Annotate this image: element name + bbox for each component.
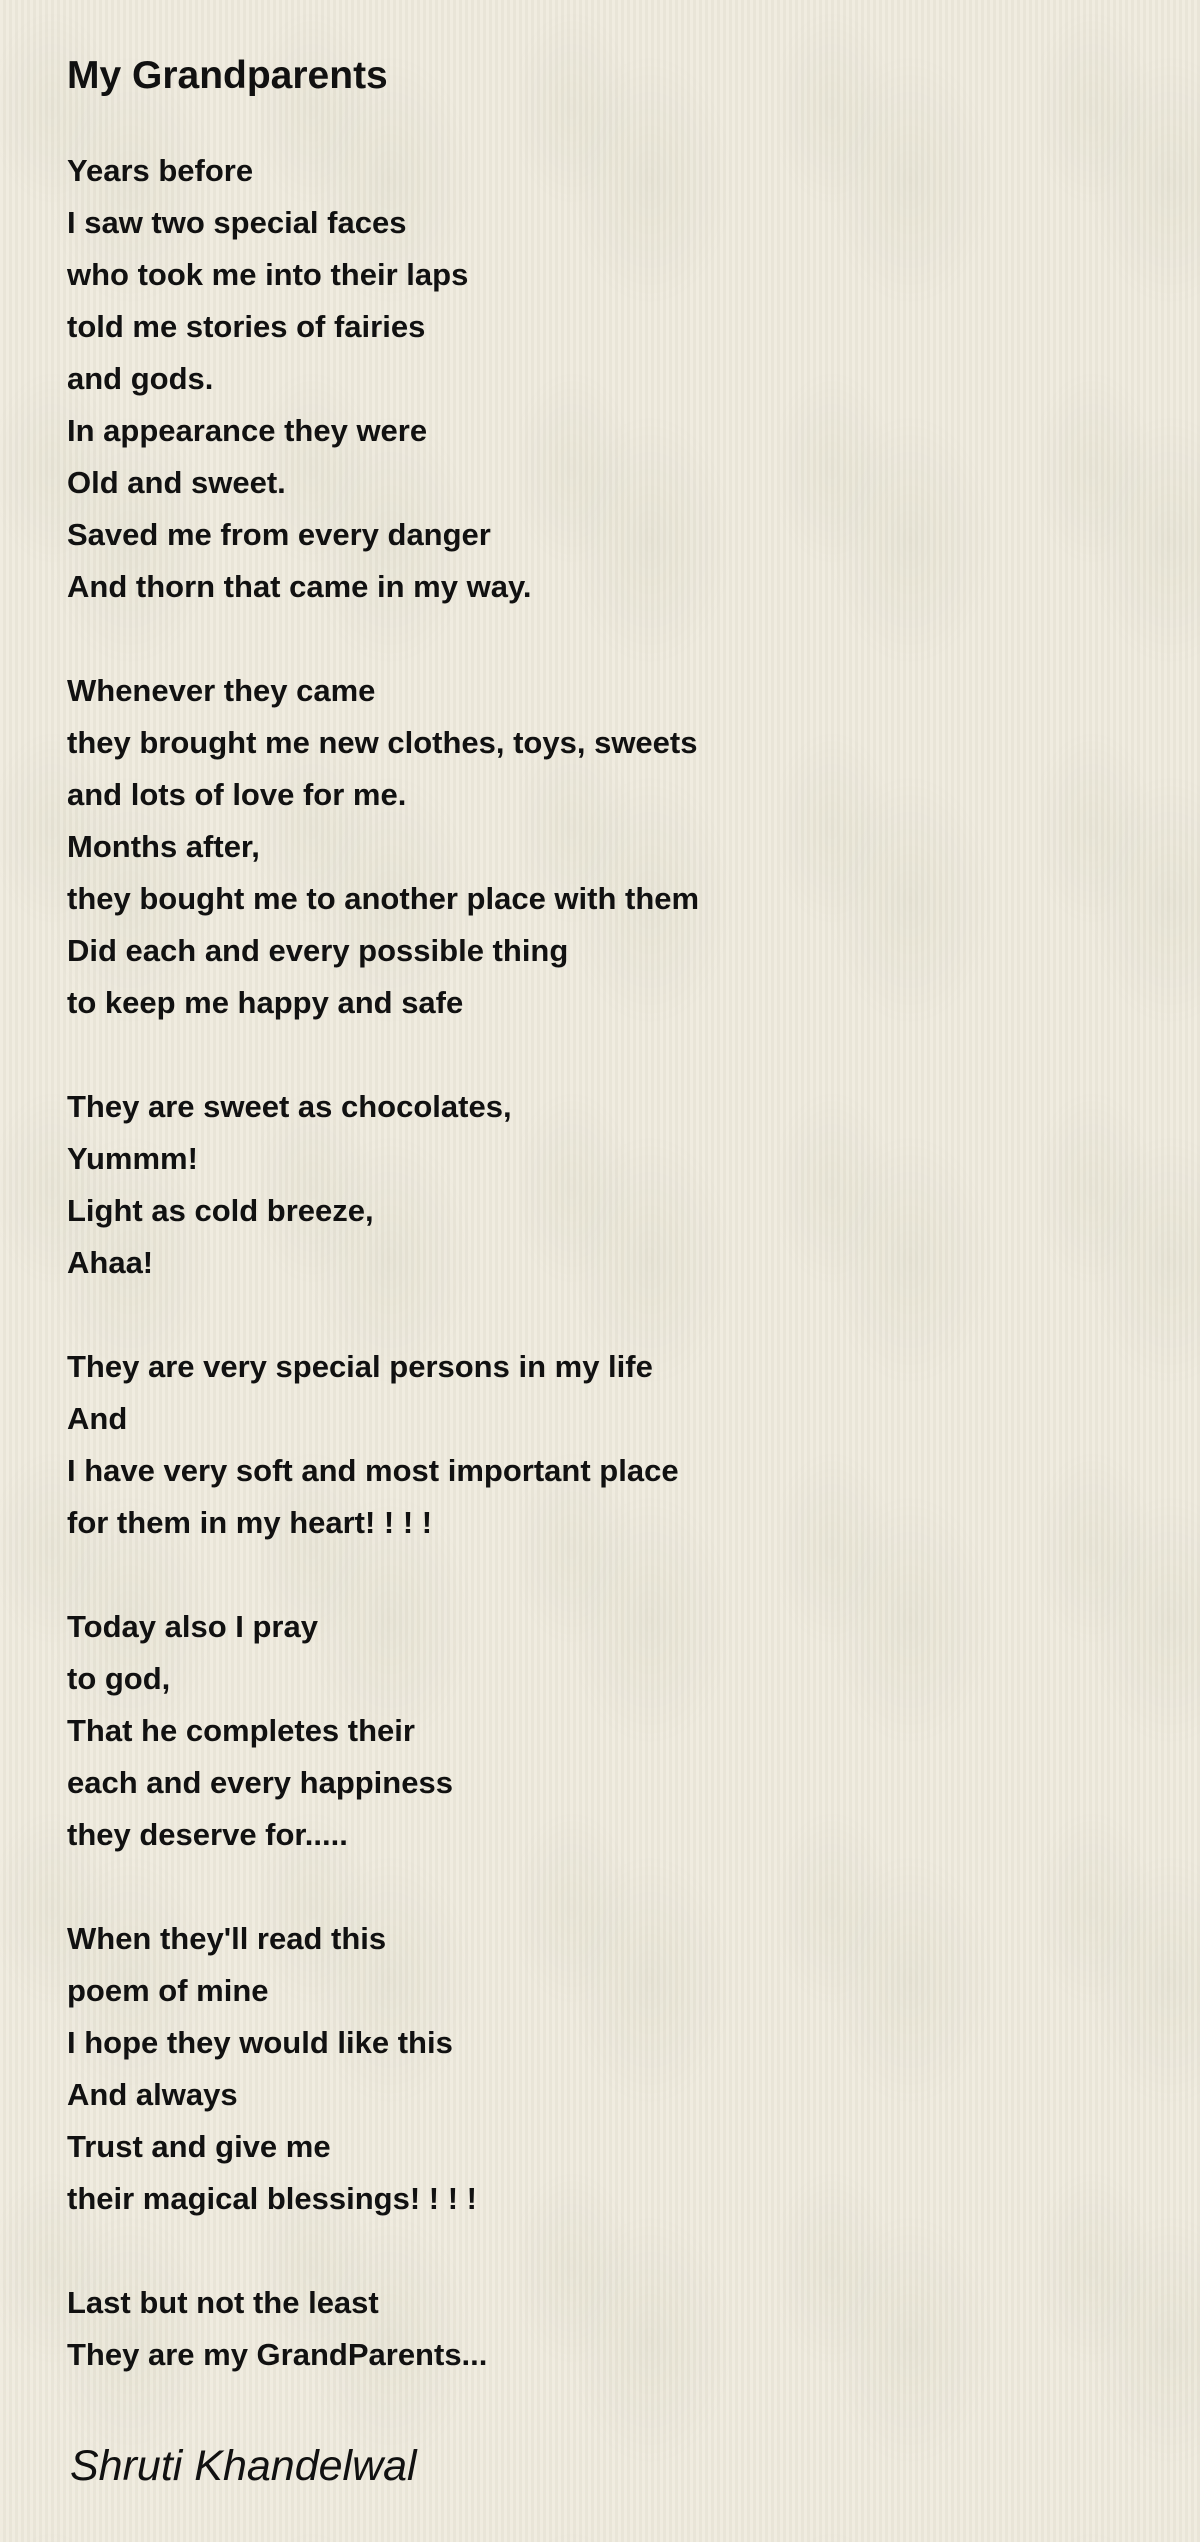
poem-line: to god, (67, 1661, 171, 1696)
poem-container (67, 52, 1127, 2433)
poem-line: I hope they would like this (67, 2025, 453, 2060)
poem-line: Light as cold breeze, (67, 1193, 374, 1228)
poem-line: And always (67, 2077, 238, 2112)
poem-line: Last but not the least (67, 2285, 379, 2320)
poem-line: I saw two special faces (67, 205, 407, 240)
stanza (67, 2277, 1127, 2381)
poem-author: Shruti Khandelwal (70, 2442, 417, 2490)
stanza (67, 145, 1127, 613)
poem-line: Years before (67, 153, 254, 188)
poem-line: told me stories of fairies (67, 309, 426, 344)
poem-line: their magical blessings! ! ! ! (67, 2181, 477, 2216)
poem-line: Months after, (67, 829, 260, 864)
poem-line: When they'll read this (67, 1921, 387, 1956)
stanza (67, 1341, 1127, 1549)
poem-line: poem of mine (67, 1973, 269, 2008)
poem-line: They are my GrandParents... (67, 2337, 488, 2372)
poem-line: Yummm! (67, 1141, 198, 1176)
poem-line: Whenever they came (67, 673, 376, 708)
poem-line: They are very special persons in my life (67, 1349, 653, 1384)
poem-line: In appearance they were (67, 413, 428, 448)
poem-line: And thorn that came in my way. (67, 569, 532, 604)
stanza (67, 1601, 1127, 1861)
poem-line: Old and sweet. (67, 465, 286, 500)
poem-line: and lots of love for me. (67, 777, 407, 812)
poem-body (67, 145, 1127, 2381)
poem-line: Today also I pray (67, 1609, 318, 1644)
poem-line: they brought me new clothes, toys, sweets (67, 725, 698, 760)
poem-line: That he completes their (67, 1713, 415, 1748)
poem-line: I have very soft and most important place (67, 1453, 679, 1488)
poem-line: Ahaa! (67, 1245, 154, 1280)
poem-line: Trust and give me (67, 2129, 331, 2164)
poem-line: They are sweet as chocolates, (67, 1089, 512, 1124)
poem-line: to keep me happy and safe (67, 985, 464, 1020)
poem-line: And (67, 1401, 128, 1436)
stanza (67, 665, 1127, 1029)
poem-line: for them in my heart! ! ! ! (67, 1505, 433, 1540)
stanza (67, 1081, 1127, 1289)
poem-line: each and every happiness (67, 1765, 453, 1800)
poem-line: Saved me from every danger (67, 517, 491, 552)
poem-title: My Grandparents (67, 54, 388, 97)
poem-line: they deserve for..... (67, 1817, 348, 1852)
stanza (67, 1913, 1127, 2225)
poem-line: who took me into their laps (67, 257, 469, 292)
poem-line: Did each and every possible thing (67, 933, 569, 968)
poem-line: and gods. (67, 361, 214, 396)
poem-line: they bought me to another place with them (67, 881, 700, 916)
